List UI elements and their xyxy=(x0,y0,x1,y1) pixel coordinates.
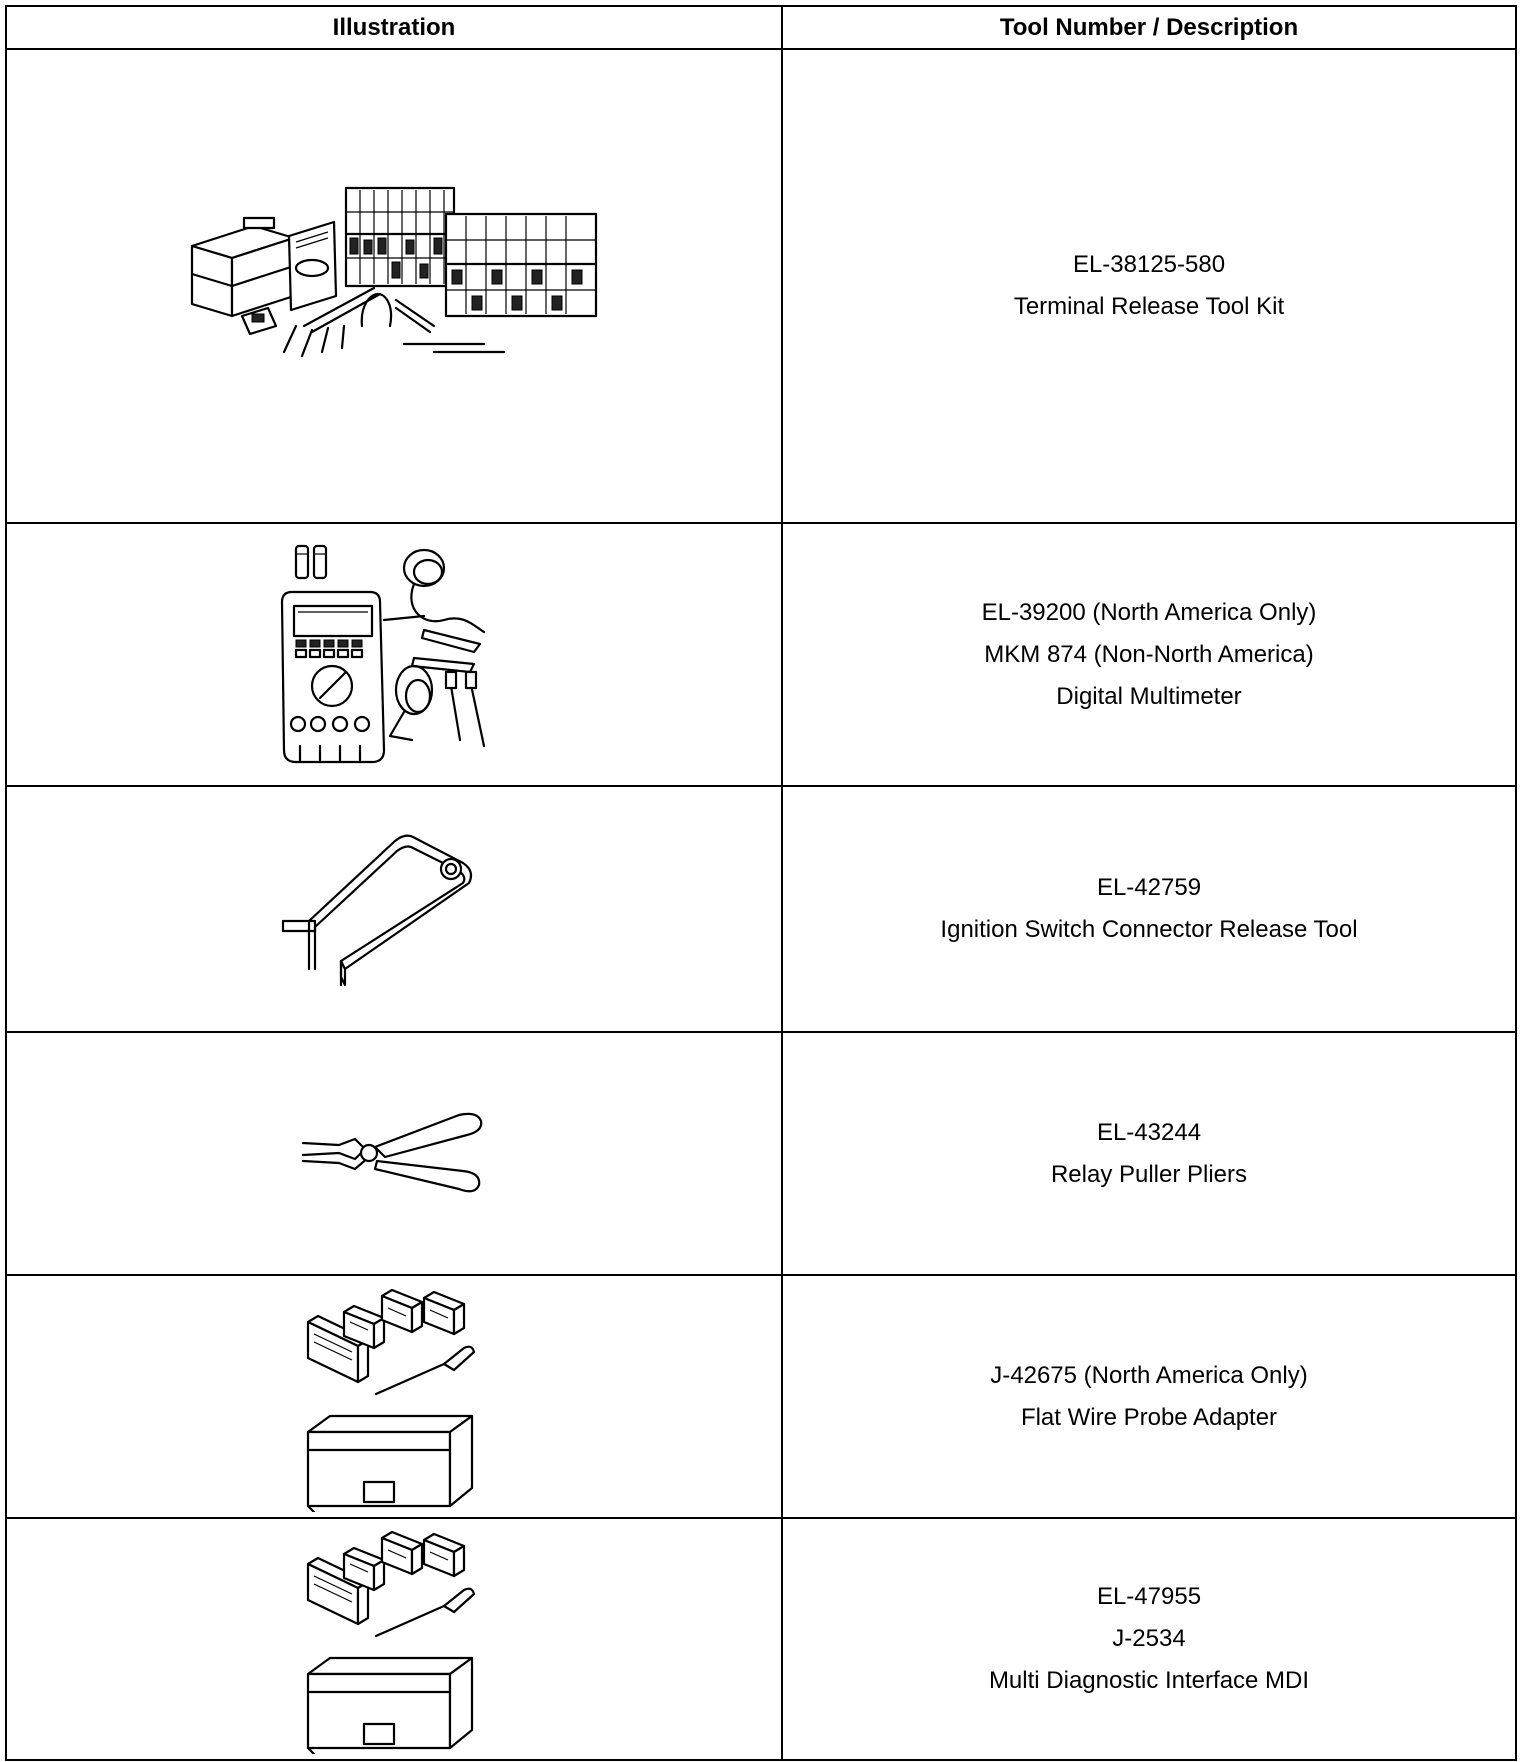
tool-description: Ignition Switch Connector Release Tool xyxy=(940,916,1358,943)
table-row xyxy=(6,523,1516,786)
tool-number: EL-43244 xyxy=(1096,1118,1202,1146)
illustration-cell xyxy=(6,1032,782,1275)
tool-number: EL-42759 xyxy=(1096,874,1202,901)
description-cell xyxy=(782,1518,1516,1760)
tool-description: Flat Wire Probe Adapter xyxy=(1020,1403,1278,1431)
header-row xyxy=(6,6,1516,49)
probe-adapter-kit-illustration xyxy=(304,1282,484,1512)
description-cell xyxy=(782,523,1516,786)
digital-multimeter-illustration xyxy=(274,540,514,770)
relay-puller-pliers-illustration xyxy=(299,1109,489,1199)
table-row xyxy=(6,1518,1516,1760)
connector-release-tool-illustration xyxy=(279,829,509,989)
tool-number: J-42675 (North America Only) xyxy=(990,1361,1308,1389)
adapter-blocks xyxy=(308,1532,464,1624)
header-tool-description: Tool Number / Description xyxy=(782,6,1516,49)
terminal-release-tool-kit-illustration xyxy=(184,176,604,396)
special-tools-table xyxy=(5,5,1517,1761)
description-cell xyxy=(782,1032,1516,1275)
tool-description: Digital Multimeter xyxy=(1056,682,1242,710)
alternate-tool-number: MKM 874 (Non-North America) xyxy=(984,640,1314,668)
illustration-cell xyxy=(6,1275,782,1518)
tool-description: Multi Diagnostic Interface MDI xyxy=(988,1667,1310,1694)
illustration-cell xyxy=(6,1518,782,1760)
tool-description: Terminal Release Tool Kit xyxy=(1013,293,1285,320)
tool-number: EL-39200 (North America Only) xyxy=(981,598,1317,626)
description-cell xyxy=(782,49,1516,523)
table-row xyxy=(6,786,1516,1032)
table-row xyxy=(6,49,1516,523)
tool-number: EL-47955 xyxy=(1096,1583,1202,1610)
illustration-cell xyxy=(6,786,782,1032)
tool-number: EL-38125-580 xyxy=(1072,251,1226,278)
mdi-kit-illustration xyxy=(304,1524,484,1754)
alternate-tool-number: J-2534 xyxy=(1112,1625,1186,1652)
description-cell xyxy=(782,1275,1516,1518)
header-illustration: Illustration xyxy=(6,6,782,49)
tool-description: Relay Puller Pliers xyxy=(1050,1160,1248,1188)
description-cell xyxy=(782,786,1516,1032)
adapter-blocks xyxy=(308,1290,464,1382)
table-row xyxy=(6,1032,1516,1275)
illustration-cell xyxy=(6,523,782,786)
illustration-cell xyxy=(6,49,782,523)
table-row xyxy=(6,1275,1516,1518)
